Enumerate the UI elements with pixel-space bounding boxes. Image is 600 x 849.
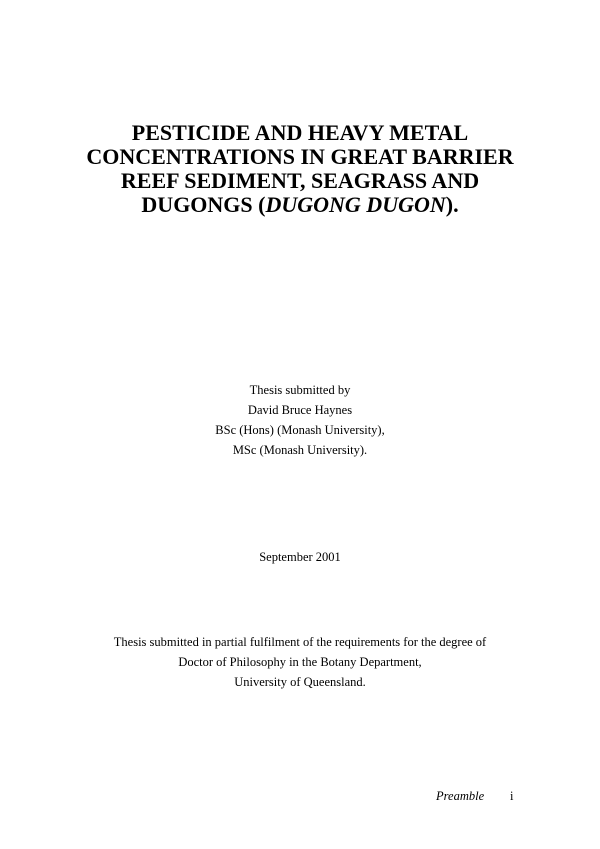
requirements-statement: [60, 632, 540, 692]
submitted-by-label: Thesis submitted by: [249, 383, 351, 397]
page-number: i: [510, 789, 514, 803]
requirements-line-2: Doctor of Philosophy in the Botany Department,: [178, 655, 422, 669]
requirements-line-3: University of Queensland.: [234, 675, 366, 689]
author-degree-1: BSc (Hons) (Monash University),: [215, 423, 385, 437]
author-degree-2: MSc (Monash University).: [232, 443, 368, 457]
title-line-2: CONCENTRATIONS IN GREAT BARRIER: [86, 144, 514, 169]
footer-section-name: Preamble: [436, 789, 485, 803]
submission-block: [60, 380, 540, 460]
author-name: David Bruce Haynes: [247, 403, 353, 417]
species-name: DUGONG DUGON: [265, 192, 446, 217]
title-line-3: REEF SEDIMENT, SEAGRASS AND: [120, 168, 480, 193]
thesis-title: [60, 121, 540, 217]
title-line-4-suffix: ).: [445, 192, 459, 217]
requirements-line-1: Thesis submitted in partial fulfilment of the requirements for the degree of: [113, 635, 487, 649]
title-line-1: PESTICIDE AND HEAVY METAL: [131, 120, 469, 145]
submission-date: [60, 547, 540, 567]
date-text: September 2001: [259, 550, 341, 564]
title-line-4: [60, 193, 540, 217]
title-line-4-prefix: DUGONGS (: [141, 192, 266, 217]
